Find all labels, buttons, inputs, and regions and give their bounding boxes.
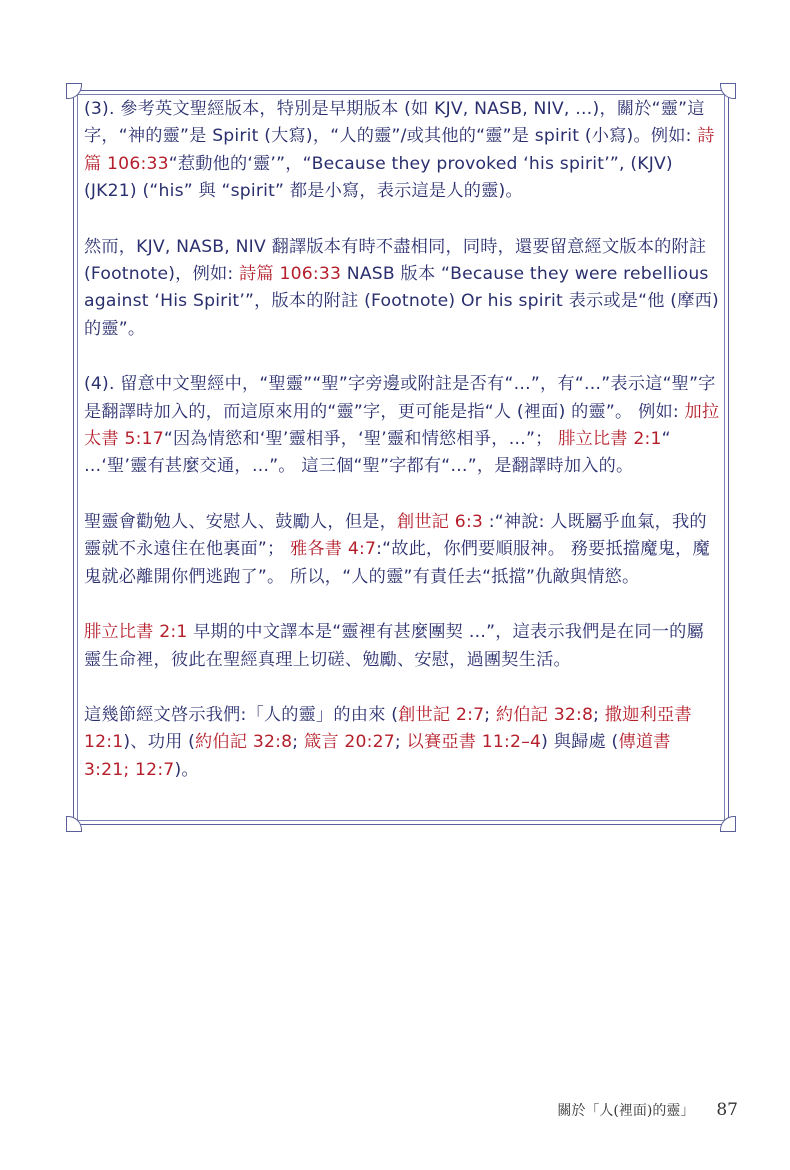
text-run: (4). 留意中文聖經中，“聖靈”“聖”字旁邊或附註是否有“…”，有“…”表示這“聖”字是翻譯時加入的，而這原來用的“靈”字，更可能是指“人 (裡面) 的靈”。 例如: (84, 374, 716, 422)
scripture-reference: 約伯記 32:8 (495, 704, 594, 725)
scripture-reference: 雅各書 4:7 (290, 539, 377, 560)
text-run: :“神說: 人既屬乎血氣，我的靈就不永遠住在他裏面”； (84, 511, 707, 560)
paragraph-fellowship (84, 619, 720, 674)
content-body (84, 96, 720, 812)
paragraph-summary (84, 702, 720, 784)
scripture-reference: 創世記 6:3 (396, 511, 484, 532)
scripture-reference: 以賽亞書 11:2–4 (406, 732, 542, 753)
paragraph-version-footnotes (84, 234, 720, 344)
text-run: )。 (174, 759, 199, 780)
text-run: 聖靈會勸勉人、安慰人、鼓勵人，但是， (84, 511, 397, 532)
page-number: 87 (716, 1100, 738, 1120)
text-run: NASB 版本 “Because they were rebellious against ‘His Spirit’”，版本的附註 (Footnote) Or his spirit 表示或是“他 (摩西) 的靈”。 (84, 264, 719, 339)
scripture-reference: 詩篇 106:33 (84, 126, 715, 174)
text-run: ; (484, 704, 496, 725)
text-run: ; (394, 732, 407, 753)
text-run: 早期的中文譯本是“靈裡有甚麼團契 …”，這表示我們是在同一的屬靈生命裡，彼此在聖經真理上切磋、勉勵、安慰，過團契生活。 (84, 622, 704, 670)
scripture-reference: 詩篇 106:33 (239, 264, 342, 285)
scripture-reference: 約伯記 32:8 (195, 732, 293, 753)
text-run: )、功用 ( (123, 732, 196, 753)
paragraph-holy-spirit-exhorts (84, 509, 720, 591)
text-run: “惹動他的‘靈’”，“Because they provoked ‘his spirit’”, (KJV) (JK21) (“his” 與 “spirit” 都是小寫，表示這是人的靈)。 (84, 153, 673, 202)
scripture-reference: 加拉太書 5:17 (84, 401, 720, 450)
text-run: ) 與歸處 ( (541, 732, 619, 753)
page-footer (557, 1100, 738, 1120)
text-run: (3). 參考英文聖經版本，特別是早期版本 (如 KJV, NASB, NIV, …)，關於“靈”這字，“神的靈”是 Spirit (大寫)，“人的靈”/或其他的“靈”是 spirit (小寫)。例如: (84, 99, 705, 147)
text-run: 這幾節經文啓示我們:「人的靈」的由來 ( (84, 704, 399, 725)
text-run: 然而，KJV, NASB, NIV 翻譯版本有時不盡相同，同時，還要留意經文版本的附註 (Footnote)，例如: (84, 236, 707, 285)
paragraph-english-versions (84, 96, 720, 206)
paragraph-chinese-versions (84, 371, 720, 481)
scripture-reference: 傳道書 3:21; 12:7 (84, 732, 671, 780)
scripture-reference: 腓立比書 2:1 (84, 622, 188, 643)
running-title: 關於「人(裡面)的靈」 (557, 1103, 695, 1119)
scripture-reference: 腓立比書 2:1 (558, 429, 662, 450)
scripture-reference: 創世記 2:7 (398, 704, 485, 725)
text-run: “ …‘聖’靈有甚麼交通，…”。 這三個“聖”字都有“…”，是翻譯時加入的。 (84, 429, 671, 477)
text-run: ; (292, 732, 304, 753)
text-run: “因為情慾和‘聖’靈相爭，‘聖’靈和情慾相爭，…”； (163, 429, 559, 450)
scripture-reference: 箴言 20:27 (303, 732, 395, 753)
text-run: :“故此，你們要順服神。 務要抵擋魔鬼，魔鬼就必離開你們逃跑了”。 所以，“人的靈”有責任去“抵擋”仇敵與情慾。 (84, 539, 710, 587)
scripture-reference: 撒迦利亞書 12:1 (84, 704, 692, 753)
text-run: ; (593, 704, 605, 725)
